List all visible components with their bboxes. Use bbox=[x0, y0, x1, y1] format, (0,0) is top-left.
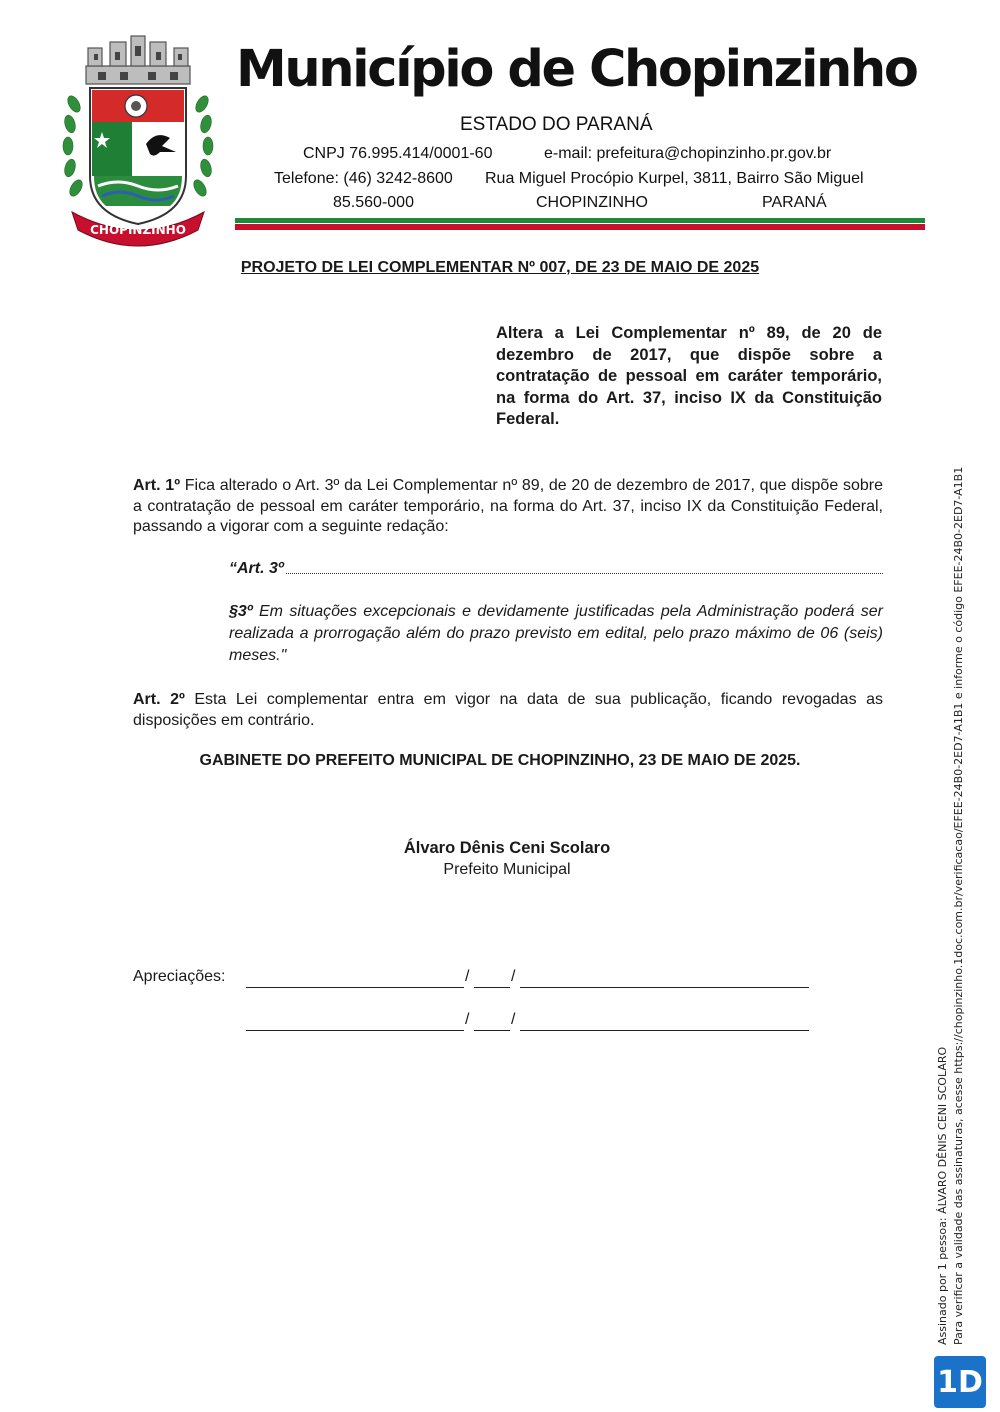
article-1-text: Fica alterado o Art. 3º da Lei Complementar nº 89, de 20 de dezembro de 2017, que dispõe sobre a contratação de pessoal em caráter temporário, na forma do Art. 37, inciso IX da Constituição Federal, passando a vigorar com a seguinte redação: bbox=[133, 477, 883, 535]
cep-text: 85.560-000 bbox=[333, 194, 414, 211]
paragraph-3 bbox=[229, 601, 883, 667]
appreciation-line-1-notes bbox=[520, 986, 809, 988]
date-separator: / bbox=[511, 1011, 516, 1028]
signer-role: Prefeito Municipal bbox=[443, 861, 571, 878]
closing-statement: GABINETE DO PREFEITO MUNICIPAL DE CHOPINZINHO, 23 DE MAIO DE 2025. bbox=[199, 752, 801, 769]
city-text: CHOPINZINHO bbox=[536, 194, 648, 211]
appreciation-line-1-date bbox=[474, 986, 510, 988]
quoted-article-3-label: “Art. 3º bbox=[229, 560, 284, 577]
address-text: Rua Miguel Procópio Kurpel, 3811, Bairro São Miguel bbox=[485, 170, 864, 187]
article-2-label: Art. 2º bbox=[133, 691, 185, 708]
phone-text: Telefone: (46) 3242-8600 bbox=[274, 170, 453, 187]
appreciations-label: Apreciações: bbox=[133, 968, 226, 985]
ementa: Altera a Lei Complementar nº 89, de 20 de dezembro de 2017, que dispõe sobre a contratação de pessoal em caráter temporário, na forma do Art. 37, inciso IX da Constituição Federal. bbox=[496, 324, 882, 428]
header-stripe-green bbox=[235, 218, 925, 223]
date-separator: / bbox=[465, 1011, 470, 1028]
signed-by-text: Assinado por 1 pessoa: ÁLVARO DÊNIS CENI SCOLARO bbox=[936, 1046, 949, 1345]
1doc-logo-icon: 1D bbox=[934, 1356, 986, 1408]
dotted-leader bbox=[286, 572, 883, 574]
paragraph-3-label: §3º bbox=[229, 603, 253, 620]
state-name: ESTADO DO PARANÁ bbox=[460, 114, 653, 135]
quoted-article-3 bbox=[229, 560, 883, 578]
appreciation-line-2-name bbox=[246, 1029, 464, 1031]
municipal-crest-logo bbox=[58, 26, 218, 248]
article-1 bbox=[133, 476, 883, 538]
header-stripe-red bbox=[235, 224, 925, 230]
article-2-text: Esta Lei complementar entra em vigor na data de sua publicação, ficando revogadas as disposições em contrário. bbox=[133, 691, 883, 729]
document-title: PROJETO DE LEI COMPLEMENTAR Nº 007, DE 23 DE MAIO DE 2025 bbox=[240, 259, 760, 276]
date-separator: / bbox=[465, 968, 470, 985]
email-text: e-mail: prefeitura@chopinzinho.pr.gov.br bbox=[544, 145, 832, 162]
article-1-label: Art. 1º bbox=[133, 477, 181, 494]
appreciation-line-2-date bbox=[474, 1029, 510, 1031]
municipality-title: Município de Chopinzinho bbox=[236, 40, 917, 99]
appreciation-line-2-notes bbox=[520, 1029, 809, 1031]
appreciation-line-1-name bbox=[246, 986, 464, 988]
article-2 bbox=[133, 690, 883, 731]
crest-banner-text: CHOPINZINHO bbox=[90, 223, 186, 237]
signature-verification-stamp bbox=[935, 467, 967, 1345]
verification-url-text[interactable]: Para verificar a validade das assinaturas, acesse https://chopinzinho.1doc.com.br/verificacao/EFEE-24B0-2ED7-A1B1 e informe o código EFEE-24B0-2ED7-A1B1 bbox=[952, 466, 965, 1345]
uf-text: PARANÁ bbox=[762, 194, 827, 211]
cnpj-text: CNPJ 76.995.414/0001-60 bbox=[303, 145, 493, 162]
paragraph-3-text: Em situações excepcionais e devidamente justificadas pela Administração poderá ser realizada a prorrogação além do prazo previsto em edital, pelo prazo máximo de 06 (seis) meses." bbox=[229, 603, 883, 664]
document-title-wrap bbox=[0, 259, 1000, 277]
signer-name: Álvaro Dênis Ceni Scolaro bbox=[403, 839, 611, 857]
date-separator: / bbox=[511, 968, 516, 985]
